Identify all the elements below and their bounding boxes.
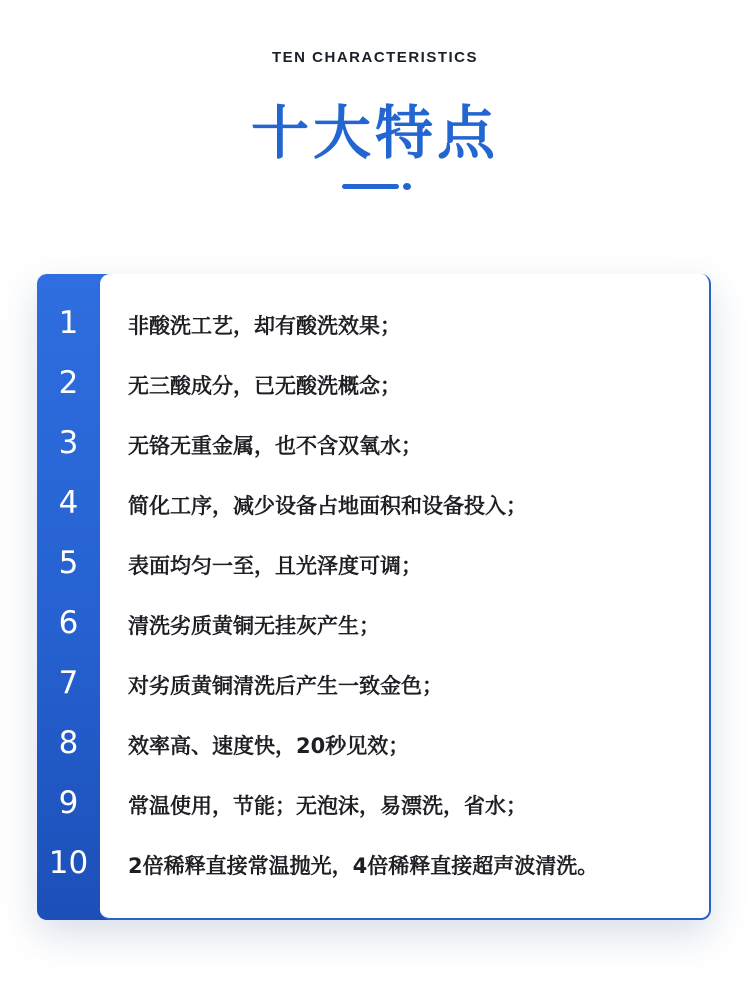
item-number: 10 xyxy=(48,845,89,881)
list-item xyxy=(37,477,711,537)
item-text: 清洗劣质黄铜无挂灰产生； xyxy=(128,614,380,638)
list-item xyxy=(37,717,711,777)
list-item xyxy=(37,417,711,477)
item-text: 2倍稀释直接常温抛光，4倍稀释直接超声波清洗。 xyxy=(128,854,599,878)
item-text: 非酸洗工艺，却有酸洗效果； xyxy=(128,314,401,338)
item-number: 1 xyxy=(58,305,79,341)
list-item xyxy=(37,357,711,417)
title-underline xyxy=(342,183,410,191)
list-item xyxy=(37,777,711,837)
item-text: 无三酸成分，已无酸洗概念； xyxy=(128,374,401,398)
item-number: 3 xyxy=(58,425,79,461)
item-text: 无铬无重金属，也不含双氧水； xyxy=(128,434,422,458)
item-text: 简化工序，减少设备占地面积和设备投入； xyxy=(128,494,527,518)
item-text: 常温使用，节能；无泡沫，易漂洗，省水； xyxy=(128,794,527,818)
list-item xyxy=(37,297,711,357)
item-number: 5 xyxy=(58,545,79,581)
item-text: 表面均匀一至，且光泽度可调； xyxy=(128,554,422,578)
list-item xyxy=(37,657,711,717)
item-number: 8 xyxy=(58,725,79,761)
list-item xyxy=(37,537,711,597)
list-item xyxy=(37,837,711,897)
list-item xyxy=(37,597,711,657)
underline-dot xyxy=(403,183,411,190)
item-number: 4 xyxy=(58,485,79,521)
section-title: 十大特点 xyxy=(250,99,499,167)
item-number: 7 xyxy=(58,665,79,701)
section-eyebrow: TEN CHARACTERISTICS xyxy=(271,49,478,66)
item-number: 2 xyxy=(58,365,79,401)
item-number: 9 xyxy=(58,785,79,821)
item-number: 6 xyxy=(58,605,79,641)
item-text: 对劣质黄铜清洗后产生一致金色； xyxy=(128,674,443,698)
underline-bar xyxy=(342,184,399,189)
item-text: 效率高、速度快，20秒见效； xyxy=(128,734,410,758)
